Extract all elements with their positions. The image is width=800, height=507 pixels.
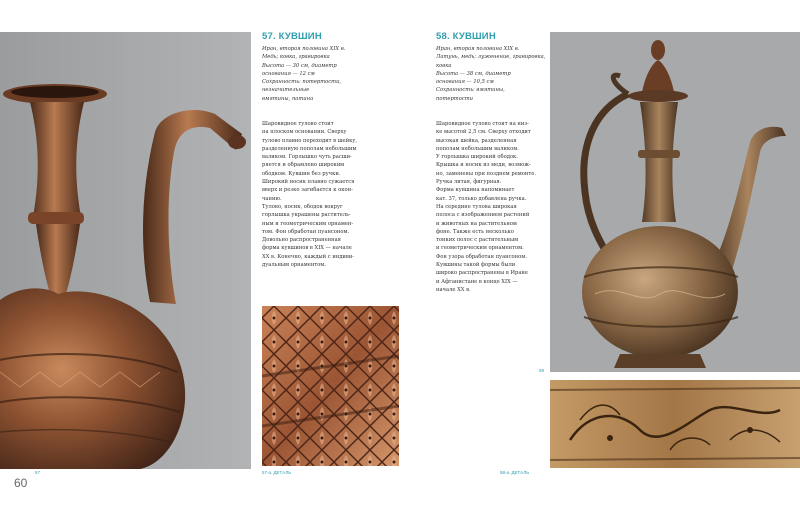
body-line: но, заменены при позднем ремонте. bbox=[436, 170, 536, 177]
photo-label-58: 58 bbox=[539, 368, 545, 373]
body-line: горлышка украшены раститель- bbox=[262, 212, 351, 219]
item-58-description bbox=[436, 120, 536, 294]
caption-58a: 58-a. ДЕТАЛЬ bbox=[500, 470, 530, 475]
item-57-description bbox=[262, 120, 357, 269]
body-line: Фон узора обработан пуансоном. bbox=[436, 253, 527, 260]
photo-label-57: 57 bbox=[35, 470, 41, 475]
body-line: Ручка литая, фигурная. bbox=[436, 179, 502, 186]
jug-57-image bbox=[0, 32, 251, 469]
body-line: форма кувшинов в XIX — начале bbox=[262, 245, 352, 252]
meta-line: Медь; ковка, гравировка bbox=[262, 54, 330, 61]
meta-line: потертости bbox=[436, 95, 473, 102]
meta-line: Сохранность: потертости, bbox=[262, 79, 342, 86]
page-number-left: 60 bbox=[14, 476, 28, 490]
body-line: ке высотой 2,5 см. Сверху отходит bbox=[436, 129, 531, 136]
meta-line: незначительные bbox=[262, 87, 310, 94]
body-line: высокая шейка, разделенная bbox=[436, 137, 517, 144]
meta-line: ковка bbox=[436, 62, 452, 69]
meta-line: Латунь, медь; луженение, гравировка, bbox=[436, 54, 546, 61]
body-line: пополам небольшим валиком. bbox=[436, 145, 519, 152]
meta-line: Иран, вторая половина XIX в. bbox=[262, 46, 346, 52]
body-line: кат. 37, только добавлена ручка. bbox=[436, 195, 527, 202]
detail-57a-image bbox=[262, 306, 399, 466]
body-line: фоне. Также есть несколько bbox=[436, 228, 514, 235]
body-line: Довольно распространенная bbox=[262, 237, 341, 244]
meta-line: основания — 12 см bbox=[262, 70, 315, 77]
photo-detail-58a bbox=[550, 380, 800, 468]
meta-line: Высота — 38 см, диаметр bbox=[436, 70, 511, 77]
body-line: валиком. Горлышко чуть расши- bbox=[262, 154, 352, 161]
body-line: разделенную пополам небольшим bbox=[262, 145, 357, 152]
body-line: вверх и резко загибается к окон- bbox=[262, 187, 353, 194]
body-line: тулово плавно переходит в шейку, bbox=[262, 137, 358, 144]
body-line: и животных на растительном bbox=[436, 220, 517, 227]
item-57-meta bbox=[262, 45, 345, 103]
meta-line: основания — 10,5 см bbox=[436, 79, 494, 86]
meta-line: Иран, вторая половина XIX в. bbox=[436, 46, 520, 52]
body-line: Тулово, носик, ободок вокруг bbox=[262, 203, 343, 210]
body-line: Широкий носик плавно сужается bbox=[262, 179, 355, 186]
meta-line: вмятины, патина bbox=[262, 95, 314, 102]
meta-line: Сохранность: вмятины, bbox=[436, 87, 505, 94]
body-line: На середине тулова широкая bbox=[436, 203, 517, 210]
item-58-meta bbox=[436, 45, 545, 103]
body-line: Крышка и носик из меди, возмож- bbox=[436, 162, 531, 169]
body-line: дуальным орнаментом. bbox=[262, 262, 326, 269]
body-line: том. Фон обработан пуансоном. bbox=[262, 228, 350, 235]
body-line: начале XX в. bbox=[436, 286, 471, 293]
item-57-title: 57. КУВШИН bbox=[262, 31, 322, 42]
body-line: Шаровидное тулово стоит bbox=[262, 121, 334, 127]
item-58-title: 58. КУВШИН bbox=[436, 31, 496, 42]
body-line: Форма кувшина напоминает bbox=[436, 187, 515, 194]
photo-jug-57 bbox=[0, 32, 251, 469]
body-line: ным и геометрическим орнамен- bbox=[262, 220, 354, 227]
body-line: полоса с изображением растений bbox=[436, 212, 530, 219]
photo-detail-57a bbox=[262, 306, 399, 466]
body-line: XX в. Конечно, каждый с индиви- bbox=[262, 253, 355, 260]
body-line: Шаровидное тулово стоит на низ- bbox=[436, 121, 529, 127]
body-line: тонких полос с растительным bbox=[436, 237, 519, 244]
detail-58a-image bbox=[550, 380, 800, 468]
body-line: широко распространены в Иране bbox=[436, 270, 528, 277]
body-line: У горлышка широкий ободок. bbox=[436, 154, 518, 161]
jug-58-image bbox=[550, 32, 800, 372]
body-line: и Афганистане в конце XIX — bbox=[436, 278, 518, 285]
body-line: чанию. bbox=[262, 195, 282, 202]
body-line: на плоском основании. Сверху bbox=[262, 129, 347, 136]
body-line: ряется и обрамлено широким bbox=[262, 162, 345, 169]
body-line: Кувшины такой формы были bbox=[436, 262, 516, 269]
meta-line: Высота — 30 см, диаметр bbox=[262, 62, 337, 69]
body-line: и геометрическим орнаментом. bbox=[436, 245, 524, 252]
photo-jug-58 bbox=[550, 32, 800, 372]
body-line: ободком. Кувшин без ручки. bbox=[262, 170, 341, 177]
caption-57a: 57-a. ДЕТАЛЬ bbox=[262, 470, 292, 475]
